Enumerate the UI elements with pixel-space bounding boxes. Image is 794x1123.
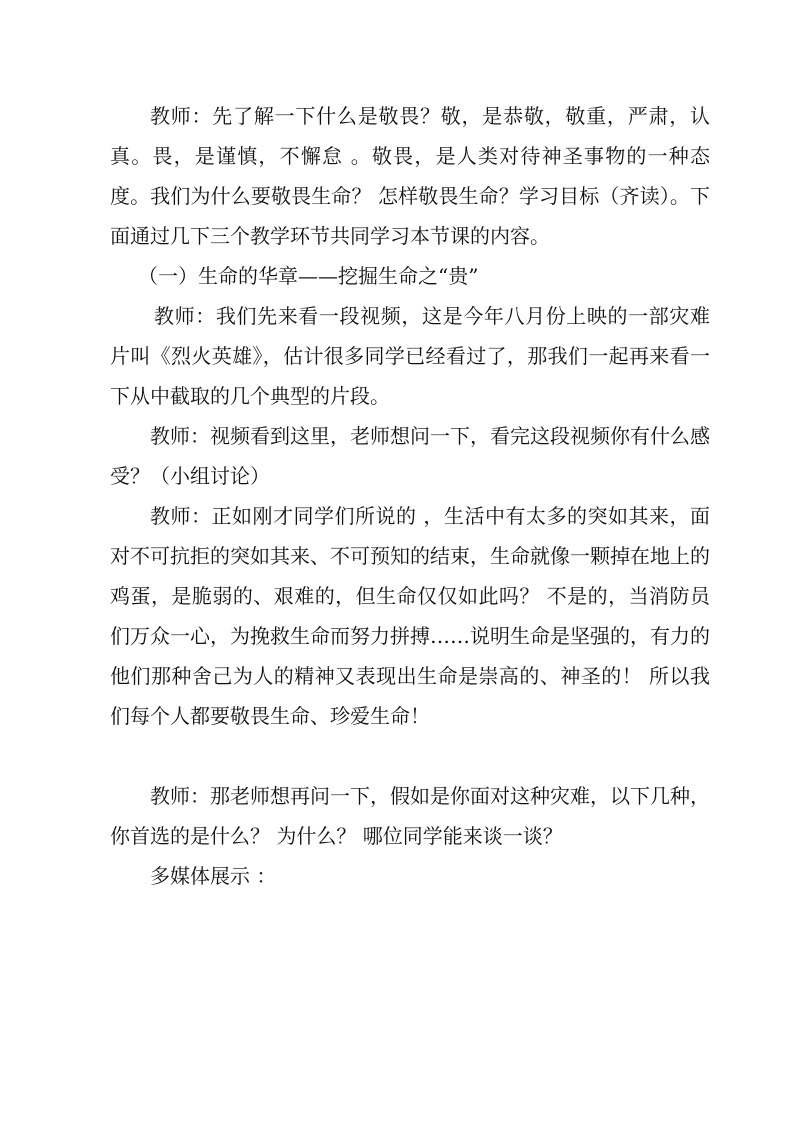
paragraph-intro: 教师：先了解一下什么是敬畏？敬，是恭敬，敬重，严肃，认真。畏，是谨慎，不懈怠 。敬畏，是人类对待神圣事物的一种态度。我们为什么要敬畏生命？ 怎样敬畏生命？学习目标（齐读）。下面通过几下三个教学环节共同学习本节课的内容。 <box>110 104 710 248</box>
document-body <box>110 96 710 896</box>
paragraph-discussion: 教师：正如刚才同学们所说的 ，生活中有太多的突如其来，面对不可抗拒的突如其来、不可预知的结束，生命就像一颗掉在地上的鸡蛋，是脆弱的、艰难的，但生命仅仅如此吗？ 不是的，当消防员们万众一心，为挽救生命而努力拼搏……说明生命是坚强的，有力的他们那种舍己为人的精神又表现出生命是崇高的、神圣的！ 所以我们每个人都要敬畏生命、珍爱生命！ <box>110 504 710 728</box>
section-heading: （一）生命的华章——挖掘生命之“贵” <box>138 264 479 288</box>
paragraph-followup: 教师：那老师想再问一下，假如是你面对这种灾难，以下几种，你首选的是什么？ 为什么？ 哪位同学能来谈一谈？ <box>110 784 710 848</box>
blank-line <box>110 736 710 776</box>
paragraph-video: 教师：我们先来看一段视频，这是今年八月份上映的一部灾难片叫《烈火英雄》，估计很多同学已经看过了，那我们一起再来看一下从中截取的几个典型的片段。 <box>110 304 710 408</box>
paragraph-multimedia: 多媒体展示 ： <box>150 864 277 888</box>
paragraph-question: 教师：视频看到这里，老师想问一下，看完这段视频你有什么感受？（小组讨论） <box>110 424 710 488</box>
